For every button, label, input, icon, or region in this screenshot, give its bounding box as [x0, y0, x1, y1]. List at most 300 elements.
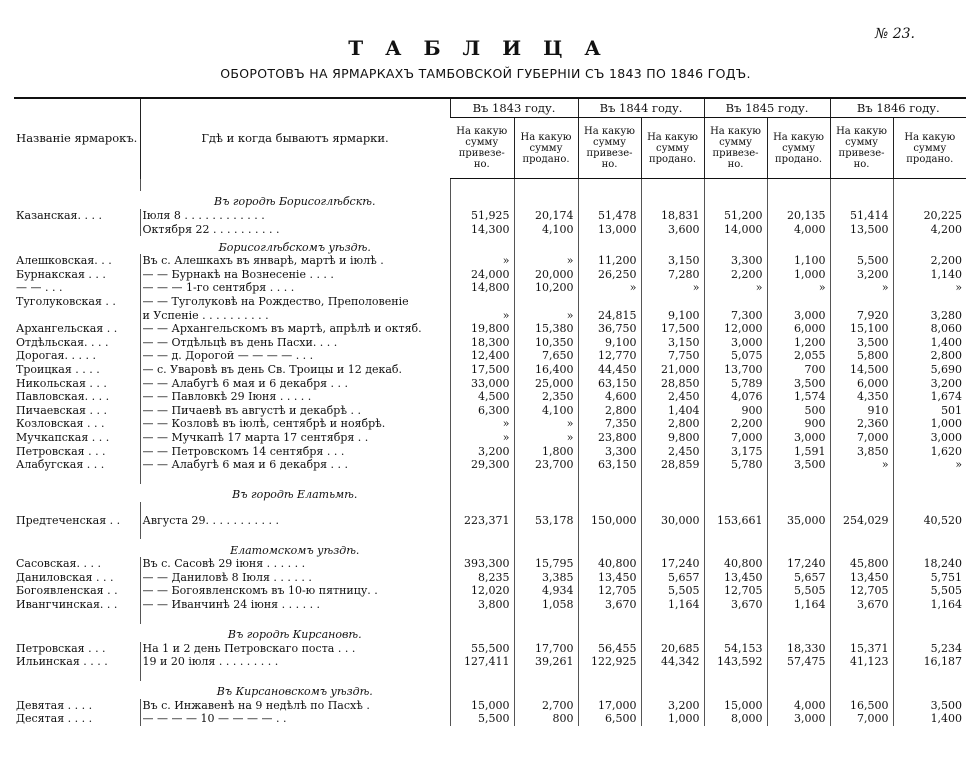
page-title: ТАБЛИЦА: [348, 36, 623, 60]
table-number: № 23.: [875, 26, 915, 42]
amount-brought-cell: 8,000: [704, 712, 767, 726]
amount-sold-cell: 1,591: [767, 445, 830, 459]
section-blank-cell: [641, 539, 704, 557]
header-amount-brought: На какую сумму привезе- но.: [830, 118, 893, 179]
amount-sold-cell: 501: [893, 404, 966, 418]
header-amount-brought: На какую сумму привезе- но.: [578, 118, 641, 179]
amount-sold-cell: [767, 295, 830, 309]
amount-sold-cell: 1,000: [767, 268, 830, 282]
spacer-cell: [450, 527, 514, 539]
spacer-cell: [578, 179, 641, 192]
fair-name-cell: Козловская . . .: [16, 417, 105, 431]
amount-sold-cell: 3,150: [641, 254, 704, 268]
amount-sold-cell: 1,164: [893, 598, 966, 612]
fair-name-cell: Туголуковская . .: [16, 294, 116, 308]
amount-brought-cell: 17,000: [578, 699, 641, 713]
amount-sold-cell: 5,751: [893, 571, 966, 585]
amount-sold-cell: 6,000: [767, 322, 830, 336]
section-blank-cell: [450, 191, 514, 209]
amount-brought-cell: 122,925: [578, 655, 641, 669]
amount-sold-cell: 1,800: [514, 445, 578, 459]
spacer-cell: [830, 502, 893, 514]
section-blank-cell: [830, 236, 893, 254]
place-time-cell: Октября 22 . . . . . . . . . .: [140, 223, 450, 237]
fair-name-cell: Ильинская . . . .: [16, 655, 108, 669]
place-time-cell: — — Иванчинѣ 24 іюня . . . . . .: [140, 598, 450, 612]
spacer-cell: [830, 527, 893, 539]
amount-brought-cell: [704, 295, 767, 309]
amount-brought-cell: 5,500: [830, 254, 893, 268]
amount-sold-cell: 2,350: [514, 390, 578, 404]
amount-brought-cell: 51,414: [830, 209, 893, 223]
spacer-cell: [14, 472, 140, 484]
fair-name-cell: Ивангчинская. . .: [16, 598, 118, 612]
amount-brought-cell: 3,300: [704, 254, 767, 268]
header-amount-sold: На какую сумму продано.: [514, 118, 578, 179]
amount-sold-cell: 5,505: [767, 584, 830, 598]
amount-brought-cell: 12,020: [450, 584, 514, 598]
amount-brought-cell: 41,123: [830, 655, 893, 669]
header-year-1845: Въ 1845 году.: [704, 98, 830, 118]
fair-name-cell: [14, 309, 140, 323]
spacer-cell: [767, 527, 830, 539]
amount-sold-cell: 3,000: [767, 712, 830, 726]
amount-brought-cell: 900: [704, 404, 767, 418]
amount-brought-cell: 13,450: [704, 571, 767, 585]
spacer-cell: [14, 612, 140, 624]
spacer-cell: [140, 669, 450, 681]
amount-sold-cell: 2,800: [641, 417, 704, 431]
spacer-cell: [140, 502, 450, 514]
amount-brought-cell: 24,815: [578, 309, 641, 323]
amount-brought-cell: 4,600: [578, 390, 641, 404]
spacer-cell: [14, 527, 140, 539]
amount-brought-cell: »: [830, 281, 893, 295]
section-blank-cell: [893, 191, 966, 209]
amount-brought-cell: 13,450: [830, 571, 893, 585]
amount-sold-cell: »: [514, 431, 578, 445]
spacer-cell: [514, 612, 578, 624]
amount-sold-cell: 1,404: [641, 404, 704, 418]
amount-sold-cell: 2,200: [893, 254, 966, 268]
table-row: [14, 712, 966, 726]
section-heading-row: [14, 681, 966, 699]
amount-brought-cell: 7,920: [830, 309, 893, 323]
amount-sold-cell: 700: [767, 363, 830, 377]
amount-brought-cell: 2,360: [830, 417, 893, 431]
header-year-1844: Въ 1844 году.: [578, 98, 704, 118]
place-time-cell: Августа 29. . . . . . . . . . .: [140, 514, 450, 528]
amount-brought-cell: 19,800: [450, 322, 514, 336]
amount-sold-cell: 1,574: [767, 390, 830, 404]
table-row: [14, 322, 966, 336]
spacer-cell: [450, 612, 514, 624]
amount-sold-cell: 53,178: [514, 514, 578, 528]
spacer-cell: [704, 527, 767, 539]
section-blank-cell: [14, 681, 140, 699]
amount-sold-cell: 16,187: [893, 655, 966, 669]
section-heading-row: [14, 191, 966, 209]
spacer-row: [14, 502, 966, 514]
amount-sold-cell: 2,055: [767, 349, 830, 363]
amount-sold-cell: 3,280: [893, 309, 966, 323]
amount-sold-cell: 1,400: [893, 712, 966, 726]
spacer-cell: [893, 669, 966, 681]
fair-name-cell: Десятая . . . .: [16, 712, 93, 726]
spacer-cell: [641, 612, 704, 624]
amount-sold-cell: 2,450: [641, 390, 704, 404]
section-blank-cell: [704, 539, 767, 557]
table-row: [14, 295, 966, 309]
amount-sold-cell: 8,060: [893, 322, 966, 336]
amount-brought-cell: 6,300: [450, 404, 514, 418]
amount-sold-cell: 800: [514, 712, 578, 726]
amount-brought-cell: 3,300: [578, 445, 641, 459]
spacer-cell: [514, 527, 578, 539]
section-blank-cell: [704, 681, 767, 699]
table-row: [14, 584, 966, 598]
spacer-cell: [140, 472, 450, 484]
header-amount-brought: На какую сумму привезе- но.: [704, 118, 767, 179]
amount-brought-cell: 4,076: [704, 390, 767, 404]
section-blank-cell: [893, 484, 966, 502]
amount-sold-cell: 4,000: [767, 223, 830, 237]
table-row: [14, 458, 966, 472]
amount-brought-cell: 3,670: [578, 598, 641, 612]
spacer-cell: [767, 472, 830, 484]
section-heading: Въ Кирсановскомъ уѣздѣ.: [216, 685, 373, 699]
amount-sold-cell: 3,500: [767, 458, 830, 472]
fair-name-cell: Павловская. . . .: [16, 390, 110, 404]
amount-sold-cell: 18,831: [641, 209, 704, 223]
section-blank-cell: [641, 191, 704, 209]
spacer-cell: [830, 472, 893, 484]
fair-name-cell: Даниловская . . .: [16, 570, 114, 584]
fair-name-cell: — — . . .: [16, 281, 63, 295]
fair-name-cell: Отдѣльская. . . .: [16, 335, 109, 349]
section-blank-cell: [893, 624, 966, 642]
amount-brought-cell: 910: [830, 404, 893, 418]
amount-sold-cell: 28,850: [641, 377, 704, 391]
place-time-cell: Въ с. Инжавенѣ на 9 недѣлѣ по Пасхѣ .: [140, 699, 450, 713]
spacer-cell: [893, 472, 966, 484]
spacer-cell: [514, 502, 578, 514]
amount-sold-cell: 4,934: [514, 584, 578, 598]
amount-sold-cell: 30,000: [641, 514, 704, 528]
table-row: [14, 377, 966, 391]
amount-brought-cell: 15,000: [450, 699, 514, 713]
amount-brought-cell: 2,200: [704, 268, 767, 282]
place-time-cell: — — Павловкѣ 29 Іюня . . . . .: [140, 390, 450, 404]
amount-sold-cell: 3,000: [893, 431, 966, 445]
section-blank-cell: [641, 624, 704, 642]
fairs-table-container: [14, 97, 966, 726]
amount-sold-cell: 7,750: [641, 349, 704, 363]
amount-sold-cell: 1,164: [641, 598, 704, 612]
amount-sold-cell: 1,620: [893, 445, 966, 459]
place-time-cell: — — Даниловѣ 8 Іюля . . . . . .: [140, 571, 450, 585]
amount-sold-cell: 17,240: [767, 557, 830, 571]
amount-sold-cell: 500: [767, 404, 830, 418]
section-blank-cell: [830, 484, 893, 502]
section-heading: Борисоглѣбскомъ уѣздѣ.: [218, 240, 371, 254]
amount-brought-cell: 12,000: [704, 322, 767, 336]
section-blank-cell: [578, 681, 641, 699]
amount-brought-cell: 6,000: [830, 377, 893, 391]
section-blank-cell: [514, 484, 578, 502]
section-heading: Въ городѣ Борисоглѣбскѣ.: [214, 195, 376, 209]
amount-sold-cell: 15,795: [514, 557, 578, 571]
table-row: [14, 404, 966, 418]
place-time-cell: — — Петровскомъ 14 сентября . . .: [140, 445, 450, 459]
amount-brought-cell: 223,371: [450, 514, 514, 528]
section-heading-row: [14, 624, 966, 642]
section-heading: Елатомскомъ уѣздѣ.: [230, 543, 360, 557]
section-blank-cell: [14, 539, 140, 557]
place-time-cell: — — — 1-го сентября . . . .: [140, 281, 450, 295]
section-blank-cell: [578, 484, 641, 502]
spacer-cell: [641, 472, 704, 484]
spacer-cell: [140, 179, 450, 192]
place-time-cell: — с. Уваровѣ въ день Св. Троицы и 12 декаб.: [140, 363, 450, 377]
section-blank-cell: [14, 236, 140, 254]
section-heading-row: [14, 484, 966, 502]
spacer-cell: [767, 669, 830, 681]
fair-name-cell: Девятая . . . .: [16, 698, 93, 712]
section-blank-cell: [830, 191, 893, 209]
place-time-cell: — — Алабугѣ 6 мая и 6 декабря . . .: [140, 377, 450, 391]
amount-sold-cell: 900: [767, 417, 830, 431]
amount-brought-cell: 127,411: [450, 655, 514, 669]
section-blank-cell: [830, 624, 893, 642]
amount-sold-cell: 7,650: [514, 349, 578, 363]
amount-brought-cell: 5,780: [704, 458, 767, 472]
amount-sold-cell: 1,400: [893, 336, 966, 350]
spacer-cell: [704, 179, 767, 192]
spacer-cell: [767, 179, 830, 192]
fair-name-cell: Архангельская . .: [16, 322, 118, 336]
section-blank-cell: [14, 484, 140, 502]
amount-sold-cell: 3,385: [514, 571, 578, 585]
section-blank-cell: [767, 539, 830, 557]
fair-name-cell: Богоявленская . .: [16, 584, 118, 598]
amount-brought-cell: 5,800: [830, 349, 893, 363]
amount-sold-cell: 18,240: [893, 557, 966, 571]
table-row: [14, 431, 966, 445]
fair-name-cell: Петровская . . .: [16, 641, 106, 655]
table-row: [14, 349, 966, 363]
amount-brought-cell: 26,250: [578, 268, 641, 282]
section-heading: Въ городѣ Елатьмѣ.: [232, 488, 358, 502]
page-subtitle: ОБОРОТОВЪ НА ЯРМАРКАХЪ ТАМБОВСКОЙ ГУБЕРНІИ СЪ 1843 ПО 1846 ГОДЪ.: [220, 66, 751, 81]
place-time-cell: — — Алабугѣ 6 мая и 6 декабря . . .: [140, 458, 450, 472]
spacer-cell: [578, 472, 641, 484]
amount-brought-cell: 40,800: [704, 557, 767, 571]
amount-sold-cell: 1,000: [641, 712, 704, 726]
amount-brought-cell: 18,300: [450, 336, 514, 350]
section-blank-cell: [578, 539, 641, 557]
spacer-cell: [704, 669, 767, 681]
place-time-cell: Іюля 8 . . . . . . . . . . . .: [140, 209, 450, 223]
amount-brought-cell: 7,000: [704, 431, 767, 445]
amount-sold-cell: »: [767, 281, 830, 295]
spacer-cell: [578, 527, 641, 539]
amount-sold-cell: »: [893, 458, 966, 472]
amount-sold-cell: 5,690: [893, 363, 966, 377]
amount-brought-cell: 24,000: [450, 268, 514, 282]
spacer-cell: [893, 527, 966, 539]
spacer-cell: [704, 612, 767, 624]
amount-sold-cell: 1,164: [767, 598, 830, 612]
amount-sold-cell: 20,685: [641, 642, 704, 656]
spacer-cell: [893, 179, 966, 192]
section-blank-cell: [893, 236, 966, 254]
spacer-cell: [830, 612, 893, 624]
header-amount-sold: На какую сумму продано.: [767, 118, 830, 179]
spacer-cell: [514, 669, 578, 681]
amount-brought-cell: [830, 295, 893, 309]
section-blank-cell: [14, 624, 140, 642]
amount-brought-cell: 3,670: [830, 598, 893, 612]
amount-brought-cell: 9,100: [578, 336, 641, 350]
amount-brought-cell: »: [830, 458, 893, 472]
place-time-cell: — — Пичаевѣ въ августѣ и декабрѣ . .: [140, 404, 450, 418]
amount-brought-cell: 13,450: [578, 571, 641, 585]
amount-sold-cell: 5,657: [641, 571, 704, 585]
place-time-cell: — — — — 10 — — — — . .: [140, 712, 450, 726]
amount-brought-cell: 13,500: [830, 223, 893, 237]
amount-brought-cell: 15,100: [830, 322, 893, 336]
spacer-cell: [140, 527, 450, 539]
amount-sold-cell: 2,450: [641, 445, 704, 459]
spacer-cell: [450, 669, 514, 681]
place-time-cell: — — Богоявленскомъ въ 10-ю пятницу. .: [140, 584, 450, 598]
amount-brought-cell: 51,200: [704, 209, 767, 223]
section-blank-cell: [578, 191, 641, 209]
place-time-cell: — — Козловѣ въ іюлѣ, сентябрѣ и ноябрѣ.: [140, 417, 450, 431]
amount-brought-cell: 11,200: [578, 254, 641, 268]
spacer-cell: [641, 527, 704, 539]
amount-brought-cell: 150,000: [578, 514, 641, 528]
amount-sold-cell: 5,234: [893, 642, 966, 656]
spacer-cell: [578, 612, 641, 624]
section-blank-cell: [450, 236, 514, 254]
amount-brought-cell: 4,350: [830, 390, 893, 404]
section-blank-cell: [830, 681, 893, 699]
amount-sold-cell: 21,000: [641, 363, 704, 377]
spacer-cell: [14, 502, 140, 514]
table-row: [14, 642, 966, 656]
section-blank-cell: [578, 236, 641, 254]
amount-sold-cell: 7,280: [641, 268, 704, 282]
spacer-cell: [893, 612, 966, 624]
amount-sold-cell: 1,140: [893, 268, 966, 282]
amount-brought-cell: 12,705: [830, 584, 893, 598]
spacer-cell: [578, 669, 641, 681]
place-time-cell: Въ с. Сасовѣ 29 іюня . . . . . .: [140, 557, 450, 571]
amount-brought-cell: 12,705: [578, 584, 641, 598]
amount-brought-cell: 14,000: [704, 223, 767, 237]
amount-sold-cell: 4,100: [514, 404, 578, 418]
amount-sold-cell: »: [514, 309, 578, 323]
spacer-cell: [641, 179, 704, 192]
amount-sold-cell: 35,000: [767, 514, 830, 528]
section-blank-cell: [514, 191, 578, 209]
amount-brought-cell: 3,175: [704, 445, 767, 459]
section-blank-cell: [704, 236, 767, 254]
amount-sold-cell: 4,200: [893, 223, 966, 237]
section-blank-cell: [578, 624, 641, 642]
amount-brought-cell: »: [450, 254, 514, 268]
amount-sold-cell: 15,380: [514, 322, 578, 336]
place-time-cell: — — Бурнакѣ на Вознесеніе . . . .: [140, 268, 450, 282]
amount-brought-cell: 51,925: [450, 209, 514, 223]
table-row: [14, 254, 966, 268]
amount-brought-cell: 13,000: [578, 223, 641, 237]
amount-sold-cell: [641, 295, 704, 309]
amount-brought-cell: 8,235: [450, 571, 514, 585]
amount-brought-cell: 44,450: [578, 363, 641, 377]
spacer-cell: [641, 669, 704, 681]
table-row: [14, 268, 966, 282]
amount-brought-cell: 3,200: [830, 268, 893, 282]
amount-brought-cell: 14,500: [830, 363, 893, 377]
amount-brought-cell: 29,300: [450, 458, 514, 472]
fair-name-cell: Троицкая . . . .: [16, 362, 100, 376]
fair-name-cell: Петровская . . .: [16, 444, 106, 458]
amount-brought-cell: 14,300: [450, 223, 514, 237]
amount-brought-cell: 51,478: [578, 209, 641, 223]
amount-sold-cell: 3,200: [893, 377, 966, 391]
amount-brought-cell: »: [450, 309, 514, 323]
amount-sold-cell: 28,859: [641, 458, 704, 472]
spacer-cell: [14, 669, 140, 681]
amount-brought-cell: 23,800: [578, 431, 641, 445]
header-fair-name: Названіе ярмарокъ.: [14, 98, 140, 179]
section-heading: Въ городѣ Кирсановѣ.: [227, 628, 362, 642]
table-row: [14, 417, 966, 431]
section-blank-cell: [893, 681, 966, 699]
header-amount-sold: На какую сумму продано.: [893, 118, 966, 179]
spacer-cell: [514, 472, 578, 484]
amount-sold-cell: 3,500: [893, 699, 966, 713]
section-blank-cell: [767, 236, 830, 254]
amount-sold-cell: 40,520: [893, 514, 966, 528]
amount-brought-cell: 63,150: [578, 377, 641, 391]
spacer-cell: [450, 179, 514, 192]
amount-sold-cell: 17,500: [641, 322, 704, 336]
spacer-cell: [893, 502, 966, 514]
amount-sold-cell: 17,700: [514, 642, 578, 656]
amount-brought-cell: 33,000: [450, 377, 514, 391]
section-blank-cell: [893, 539, 966, 557]
spacer-cell: [704, 472, 767, 484]
amount-brought-cell: 15,371: [830, 642, 893, 656]
place-time-cell: 19 и 20 іюля . . . . . . . . .: [140, 655, 450, 669]
fair-name-cell: Предтеченская . .: [16, 513, 121, 527]
section-blank-cell: [704, 484, 767, 502]
amount-sold-cell: 4,100: [514, 223, 578, 237]
amount-brought-cell: 56,455: [578, 642, 641, 656]
section-blank-cell: [514, 539, 578, 557]
amount-brought-cell: 12,400: [450, 349, 514, 363]
section-blank-cell: [514, 236, 578, 254]
amount-brought-cell: 254,029: [830, 514, 893, 528]
header-place-time: Гдѣ и когда бываютъ ярмарки.: [140, 98, 450, 179]
amount-brought-cell: 54,153: [704, 642, 767, 656]
amount-brought-cell: 3,200: [450, 445, 514, 459]
place-time-cell: На 1 и 2 день Петровскаго поста . . .: [140, 642, 450, 656]
